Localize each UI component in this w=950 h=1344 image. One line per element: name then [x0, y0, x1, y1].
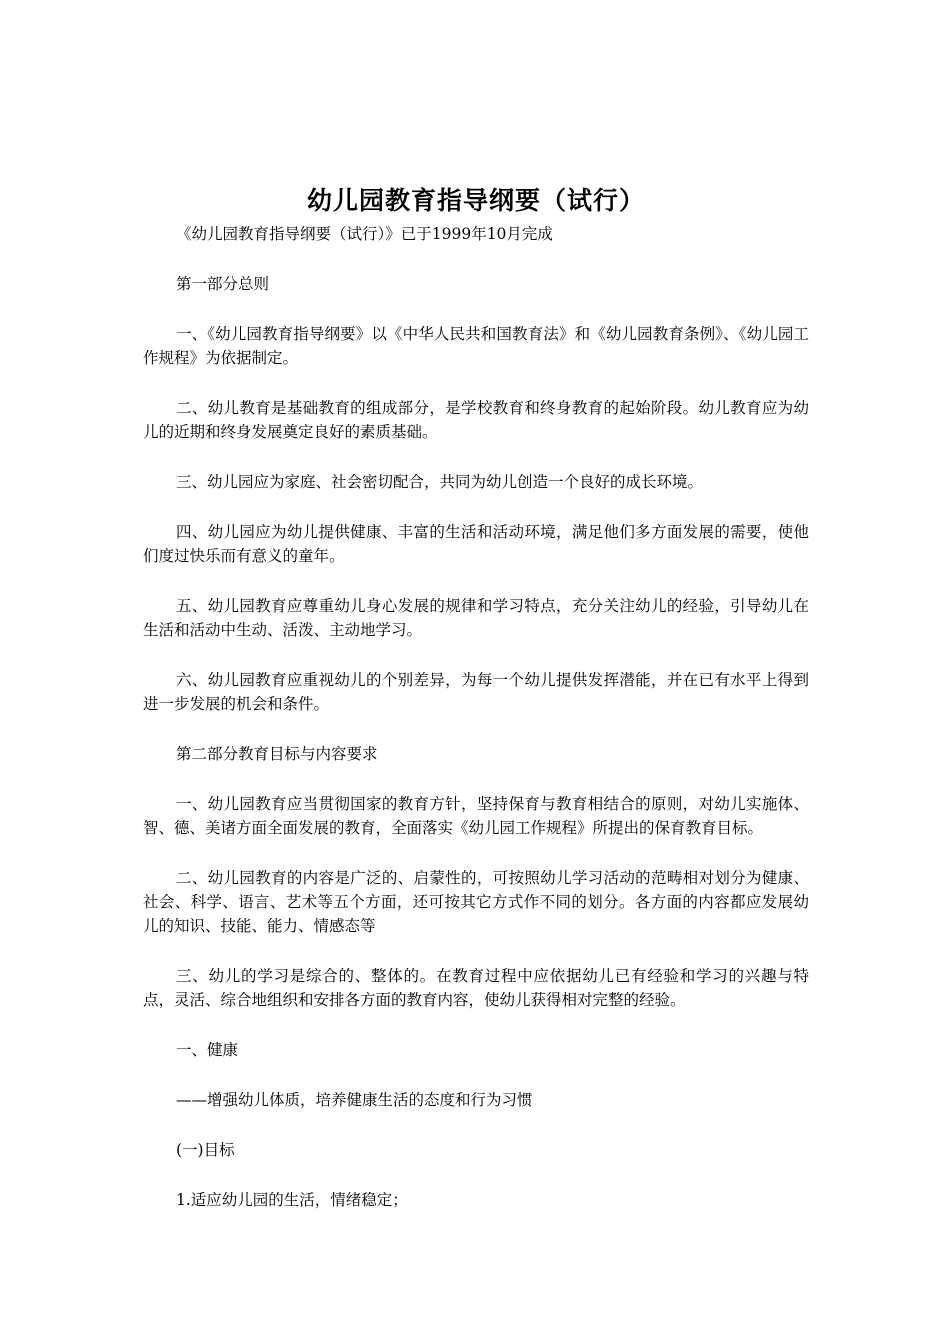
section-heading-part-one: 第一部分总则: [176, 275, 270, 293]
paragraph: 三、幼儿园应为家庭、社会密切配合，共同为幼儿创造一个良好的成长环境。: [176, 473, 704, 491]
paragraph: 五、幼儿园教育应尊重幼儿身心发展的规律和学习特点，充分关注幼儿的经验，引导幼儿在生活和活动中生动、活泼、主动地学习。: [143, 597, 809, 639]
section-heading-part-two: 第二部分教育目标与内容要求: [176, 745, 378, 763]
intro-paragraph: 《幼儿园教育指导纲要（试行）》已于1999年10月完成: [176, 225, 553, 243]
document-title: 幼儿园教育指导纲要（试行）: [306, 186, 645, 215]
paragraph: 二、幼儿教育是基础教育的组成部分，是学校教育和终身教育的起始阶段。幼儿教育应为幼儿的近期和终身发展奠定良好的素质基础。: [143, 399, 809, 441]
paragraph: 一、幼儿园教育应当贯彻国家的教育方针，坚持保育与教育相结合的原则，对幼儿实施体、智、德、美诸方面全面发展的教育，全面落实《幼儿园工作规程》所提出的保育教育目标。: [143, 795, 809, 837]
paragraph: 六、幼儿园教育应重视幼儿的个别差异，为每一个幼儿提供发挥潜能，并在已有水平上得到进一步发展的机会和条件。: [143, 671, 809, 713]
paragraph: 二、幼儿园教育的内容是广泛的、启蒙性的，可按照幼儿学习活动的范畴相对划分为健康、社会、科学、语言、艺术等五个方面，还可按其它方式作不同的划分。各方面的内容都应发展幼儿的知识、技能、能力、情感态等: [143, 869, 809, 935]
paragraph: 三、幼儿的学习是综合的、整体的。在教育过程中应依据幼儿已有经验和学习的兴趣与特点，灵活、综合地组织和安排各方面的教育内容，使幼儿获得相对完整的经验。: [143, 967, 809, 1009]
paragraph: 四、幼儿园应为幼儿提供健康、丰富的生活和活动环境，满足他们多方面发展的需要，使他们度过快乐而有意义的童年。: [143, 523, 809, 565]
subsection-heading-health: 一、健康: [176, 1041, 239, 1059]
paragraph: 一、《幼儿园教育指导纲要》以《中华人民共和国教育法》和《幼儿园教育条例》、《幼儿园工作规程》为依据制定。: [143, 325, 809, 367]
list-item: 1.适应幼儿园的生活，情绪稳定；: [176, 1191, 408, 1209]
subsection-subtitle: ——增强幼儿体质，培养健康生活的态度和行为习惯: [176, 1091, 533, 1109]
goals-heading: (一)目标: [176, 1141, 235, 1159]
document-body: [143, 182, 809, 1212]
